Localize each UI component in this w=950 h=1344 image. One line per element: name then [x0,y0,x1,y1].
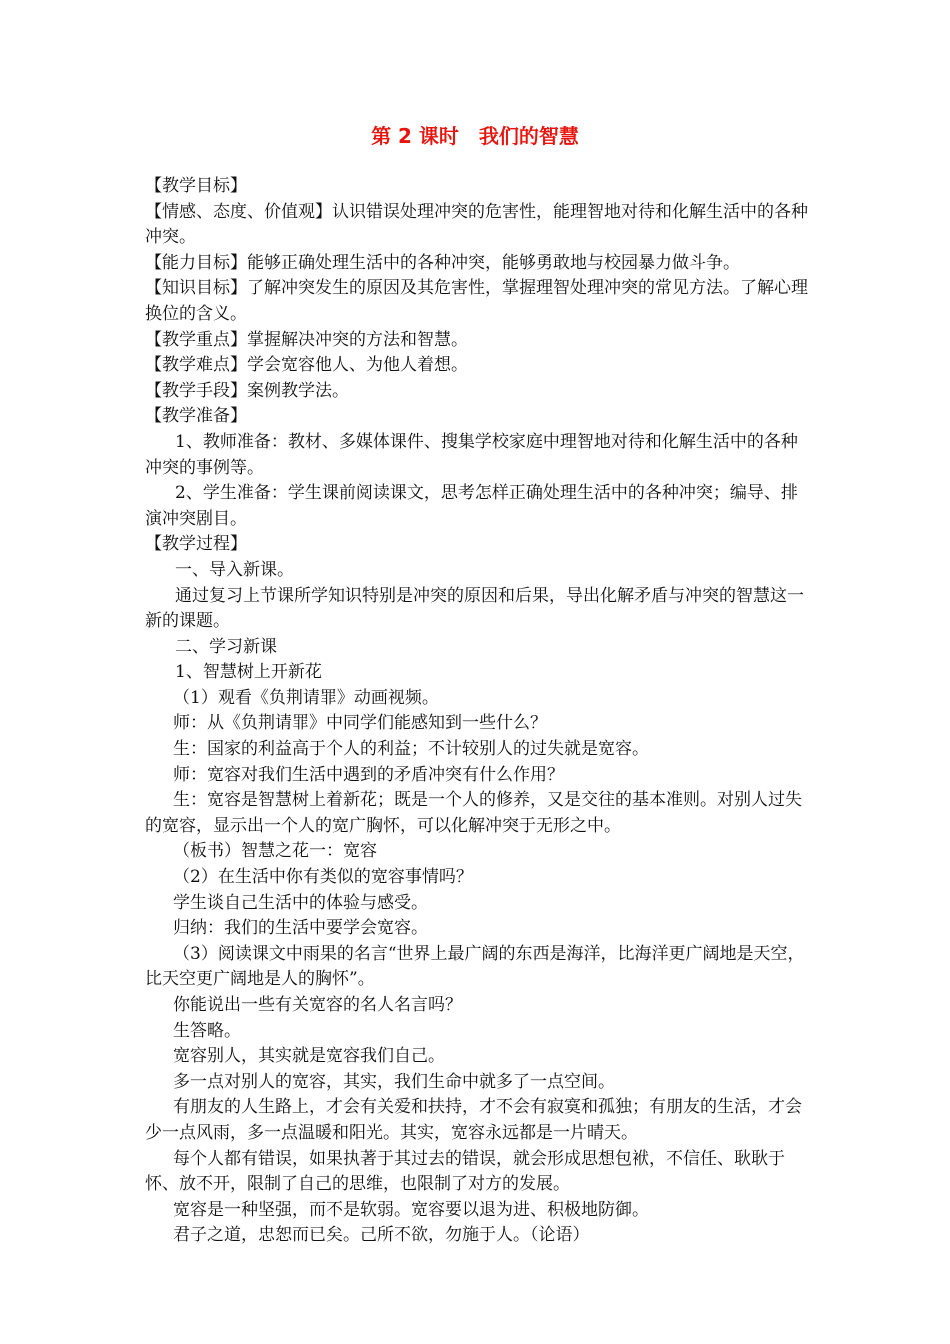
lesson-title: 第 2 课时 我们的智慧 [371,124,579,148]
dialogue-line: 师：从《负荆请罪》中同学们能感知到一些什么？ [173,713,547,734]
process-paragraph: （3）阅读课文中雨果的名言“世界上最广阔的东西是海洋，比海洋更广阔地是天空，比天空更广阔地是人的胸怀”。 [145,943,805,990]
teaching-difficulty: 【教学难点】学会宽容他人、为他人着想。 [145,355,468,376]
process-paragraph: 生答略。 [173,1020,241,1041]
teaching-focus: 【教学重点】掌握解决冲突的方法和智慧。 [145,329,468,350]
lesson-body [145,174,813,1249]
process-paragraph: 通过复习上节课所学知识特别是冲突的原因和后果，导出化解矛盾与冲突的智慧这一新的课题。 [145,585,804,632]
process-paragraph: 学生谈自己生活中的体验与感受。 [173,892,428,913]
process-step-new: 二、学习新课 [175,636,277,657]
process-step-intro: 一、导入新课。 [175,559,294,580]
process-paragraph: 多一点对别人的宽容，其实，我们生命中就多了一点空间。 [173,1071,615,1092]
prep-student: 2、学生准备：学生课前阅读课文，思考怎样正确处理生活中的各种冲突；编导、排演冲突剧目。 [145,483,798,529]
process-paragraph: 每个人都有错误，如果执著于其过去的错误，就会形成思想包袱，不信任、耿耿于怀、放不开，限制了自己的思维，也限制了对方的发展。 [145,1148,785,1195]
section-heading-preparation: 【教学准备】 [145,406,247,427]
objective-ability: 【能力目标】能够正确处理生活中的各种冲突，能够勇敢地与校园暴力做斗争。 [145,252,740,273]
process-paragraph: （1）观看《负荆请罪》动画视频。 [173,687,439,708]
objective-emotion: 【情感、态度、价值观】认识错误处理冲突的危害性，能理智地对待和化解生活中的各种冲突。 [145,201,808,248]
process-subheading: 1、智慧树上开新花 [175,662,322,683]
blackboard-note: （板书）智慧之花一：宽容 [173,841,377,862]
dialogue-line: 师：宽容对我们生活中遇到的矛盾冲突有什么作用？ [173,764,564,785]
dialogue-line: 生：宽容是智慧树上着新花；既是一个人的修养，又是交往的基本准则。对别人过失的宽容，显示出一个人的宽广胸怀，可以化解冲突于无形之中。 [145,790,802,836]
dialogue-line: 生：国家的利益高于个人的利益；不计较别人的过失就是宽容。 [173,739,649,760]
prep-teacher: 1、教师准备：教材、多媒体课件、搜集学校家庭中理智地对待和化解生活中的各种冲突的事例等。 [145,431,798,478]
process-paragraph: （2）在生活中你有类似的宽容事情吗？ [173,867,473,888]
objective-knowledge: 【知识目标】了解冲突发生的原因及其危害性，掌握理智处理冲突的常见方法。了解心理换位的含义。 [145,278,808,324]
process-paragraph: 归纳：我们的生活中要学会宽容。 [173,918,428,939]
process-paragraph: 宽容别人，其实就是宽容我们自己。 [173,1046,445,1067]
process-paragraph: 宽容是一种坚强，而不是软弱。宽容要以退为进、积极地防御。 [173,1199,649,1220]
process-paragraph: 有朋友的人生路上，才会有关爱和扶持，才不会有寂寞和孤独；有朋友的生活，才会少一点风雨，多一点温暖和阳光。其实，宽容永远都是一片晴天。 [145,1097,802,1143]
teaching-method: 【教学手段】案例教学法。 [145,380,349,401]
section-heading-process: 【教学过程】 [145,534,247,555]
section-heading-objectives: 【教学目标】 [145,176,247,196]
process-paragraph: 你能说出一些有关宽容的名人名言吗？ [173,995,462,1015]
quote-line: 君子之道，忠恕而已矣。己所不欲，勿施于人。（论语） [173,1225,590,1246]
